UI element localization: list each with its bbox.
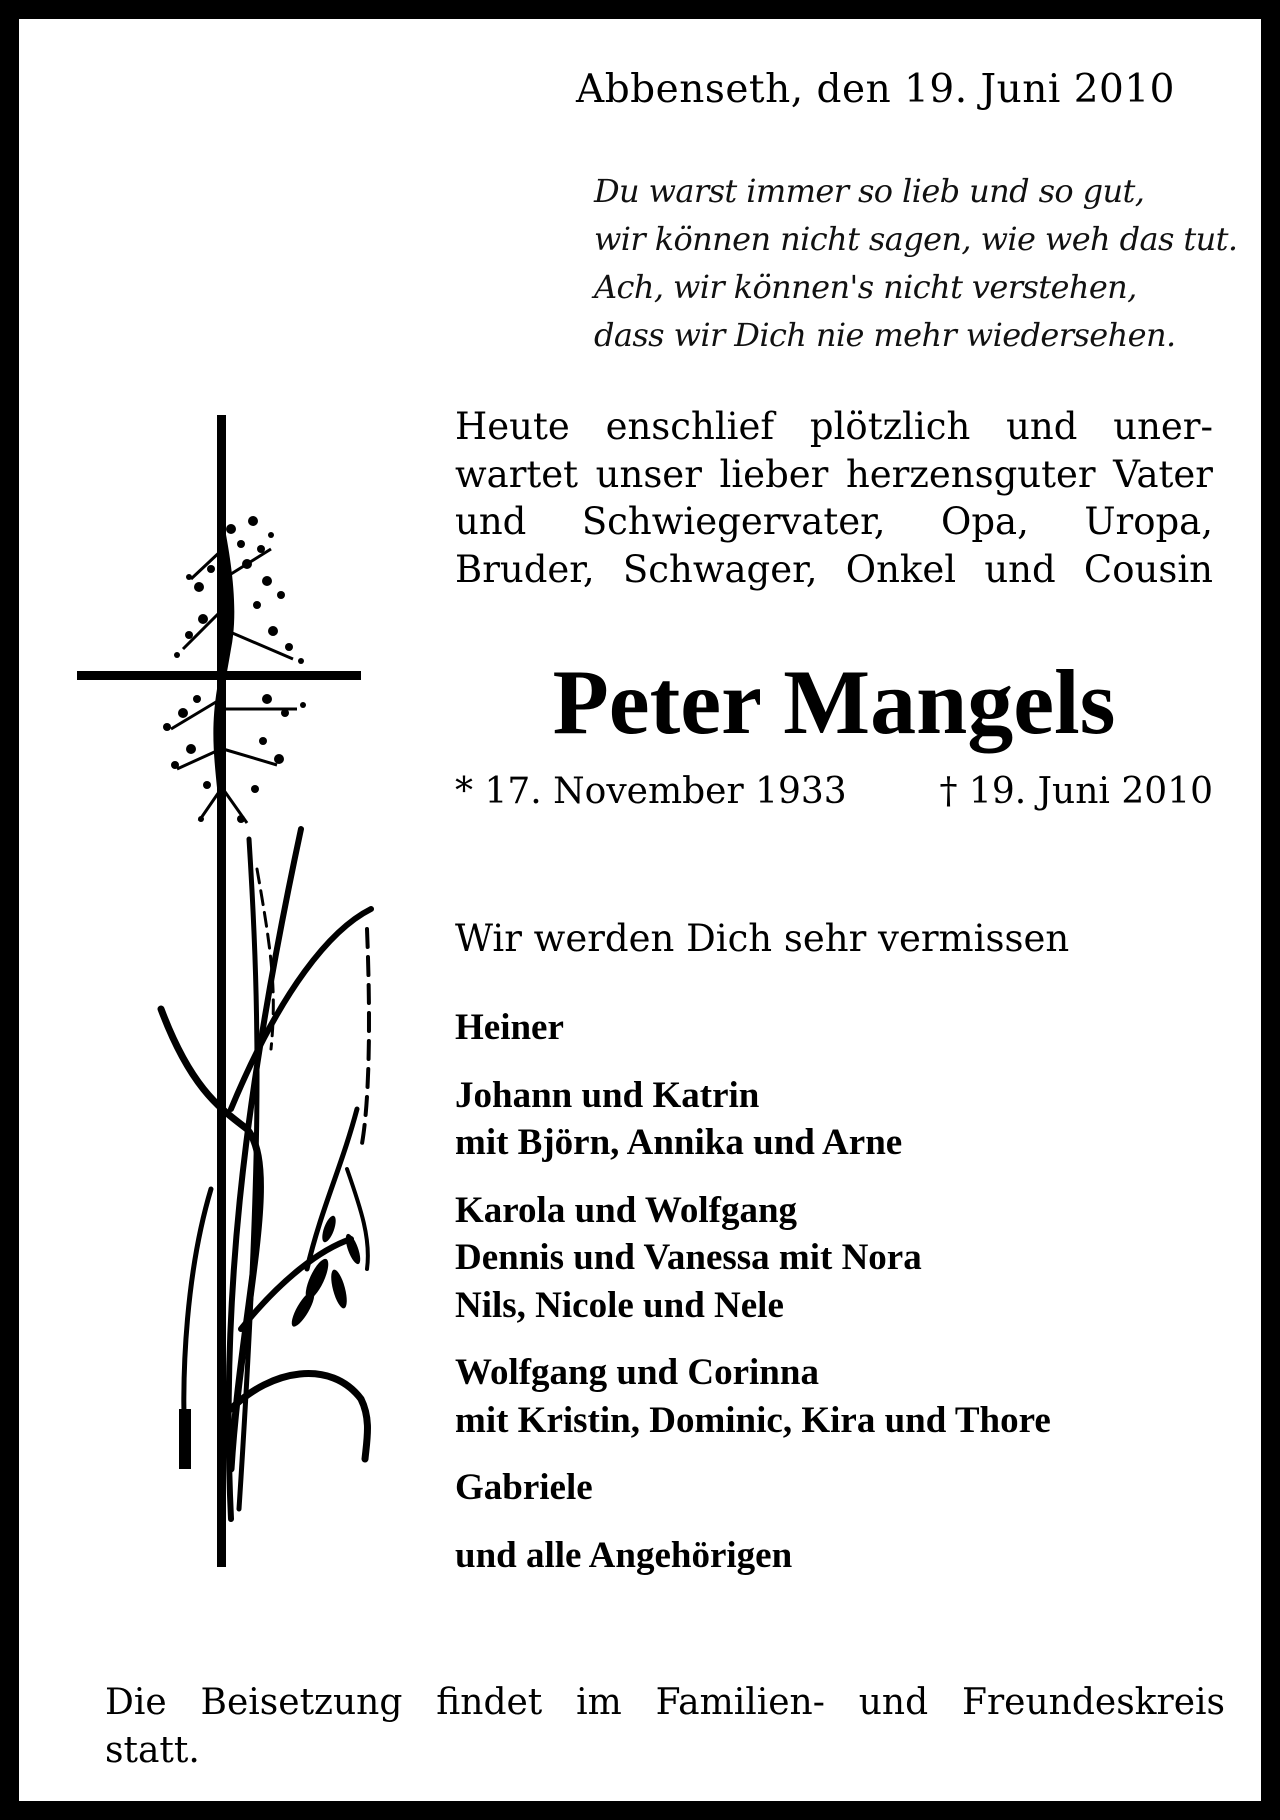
family-line: Heiner bbox=[455, 1007, 564, 1048]
poem-line: wir können nicht sagen, wie weh das tut. bbox=[594, 220, 1238, 258]
family-group bbox=[455, 1464, 1235, 1512]
miss-line: Wir werden Dich sehr vermissen bbox=[455, 917, 1070, 960]
poem-line: dass wir Dich nie mehr wiedersehen. bbox=[594, 316, 1176, 354]
burial-note-line: statt. bbox=[105, 1730, 200, 1771]
birth-date: * 17. November 1933 bbox=[455, 771, 847, 812]
family-line: mit Björn, Annika und Arne bbox=[455, 1122, 903, 1163]
place-date: Abbenseth, den 19. Juni 2010 bbox=[576, 67, 1175, 112]
intro-line: Heute enschlief plötzlich und uner- bbox=[455, 405, 1213, 448]
family-group bbox=[455, 1187, 1235, 1330]
family-line: Dennis und Vanessa mit Nora bbox=[455, 1237, 922, 1278]
family-line: Gabriele bbox=[455, 1467, 593, 1508]
family-line: Nils, Nicole und Nele bbox=[455, 1284, 784, 1326]
poem-line: Ach, wir können's nicht verstehen, bbox=[594, 268, 1137, 306]
poem-line: Du warst immer so lieb und so gut, bbox=[594, 172, 1145, 210]
death-date: † 19. Juni 2010 bbox=[939, 771, 1213, 812]
burial-note-line: Die Beisetzung findet im Familien- und Freundeskreis bbox=[105, 1682, 1225, 1723]
intro-line: Bruder, Schwager, Onkel und Cousin bbox=[455, 547, 1213, 591]
intro-line: und Schwiegervater, Opa, Uropa, bbox=[455, 500, 1213, 543]
family-line: mit Kristin, Dominic, Kira und Thore bbox=[455, 1399, 1051, 1441]
cross-with-grass-icon bbox=[71, 409, 391, 1569]
family-line: und alle Angehörigen bbox=[455, 1534, 793, 1576]
family-group bbox=[455, 1349, 1235, 1444]
family-group bbox=[455, 1004, 1235, 1052]
burial-note bbox=[105, 1679, 1225, 1775]
life-dates bbox=[455, 771, 1213, 812]
family-line: Johann und Katrin bbox=[455, 1074, 760, 1116]
family-group bbox=[455, 1532, 1235, 1580]
family-list bbox=[455, 1004, 1235, 1599]
deceased-name: Peter Mangels bbox=[552, 651, 1116, 753]
family-line: Wolfgang und Corinna bbox=[455, 1352, 819, 1393]
family-group bbox=[455, 1072, 1235, 1167]
intro-line: wartet unser lieber herzensguter Vater bbox=[455, 452, 1213, 496]
intro-text bbox=[455, 403, 1213, 593]
family-line: Karola und Wolfgang bbox=[455, 1189, 798, 1231]
poem bbox=[594, 167, 1238, 359]
